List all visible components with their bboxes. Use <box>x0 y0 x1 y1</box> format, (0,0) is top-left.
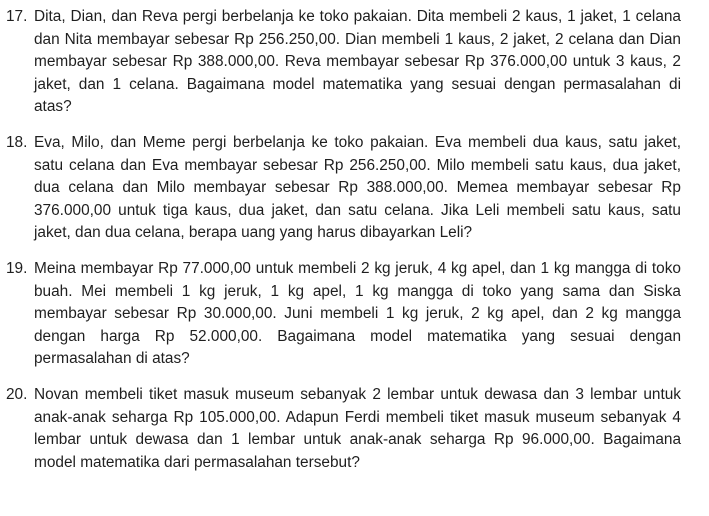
question-number: 18. <box>6 133 28 151</box>
question-17 <box>6 6 681 119</box>
question-number: 17. <box>6 8 28 25</box>
question-number: 19. <box>6 259 28 277</box>
question-text: Eva, Milo, dan Meme pergi berbelanja ke toko pakaian. Eva membeli dua kaus, satu jaket, satu celana dan Eva membayar sebesar Rp 256.250,00. Milo membeli satu kaus, dua jaket, dua celana dan Milo membayar sebesar Rp 388.000,00. Memea membayar sebesar Rp 376.000,00 untuk tiga kaus, dua jaket, dan satu celana. Jika Leli membeli satu kaus, satu jaket, dan dua celana, berapa uang yang harus dibayarkan Leli? <box>34 133 681 242</box>
question-19 <box>6 258 681 371</box>
question-text: Meina membayar Rp 77.000,00 untuk membeli 2 kg jeruk, 4 kg apel, dan 1 kg mangga di toko buah. Mei membeli 1 kg jeruk, 1 kg apel, 1 kg mangga di toko yang sama dan Siska membayar sebesar Rp 30.000,00. Juni membeli 1 kg jeruk, 2 kg apel, dan 2 kg mangga dengan harga Rp 52.000,00. Bagaimana model matematika yang sesuai dengan permasalahan di atas? <box>34 259 681 368</box>
question-18 <box>6 132 681 245</box>
question-number: 20. <box>6 385 28 403</box>
question-text: Dita, Dian, dan Reva pergi berbelanja ke toko pakaian. Dita membeli 2 kaus, 1 jaket, 1 celana dan Nita membayar sebesar Rp 256.250,00. Dian membeli 1 kaus, 2 jaket, 2 celana dan Dian membayar sebesar Rp 388.000,00. Reva membayar sebesar Rp 376.000,00 untuk 3 kaus, 2 jaket, dan 1 celana. Bagaimana model matematika yang sesuai dengan permasalahan di atas? <box>34 8 681 116</box>
question-text: Novan membeli tiket masuk museum sebanyak 2 lembar untuk dewasa dan 3 lembar untuk anak-anak seharga Rp 105.000,00. Adapun Ferdi membeli tiket masuk museum sebanyak 4 lembar untuk dewasa dan 1 lembar untuk anak-anak seharga Rp 96.000,00. Bagaimana model matematika dari permasalahan tersebut? <box>34 385 681 471</box>
question-20 <box>6 384 681 474</box>
